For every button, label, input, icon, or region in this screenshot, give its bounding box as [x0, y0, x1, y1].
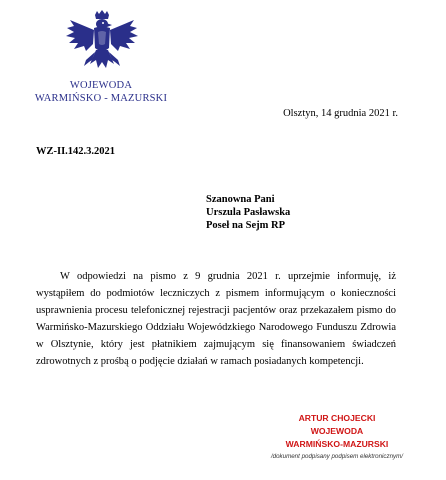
addressee-salutation: Szanowna Pani [206, 194, 275, 205]
office-name-line2: WARMIŃSKO - MAZURSKI [34, 92, 168, 104]
place-and-date: Olsztyn, 14 grudnia 2021 r. [283, 108, 398, 119]
addressee-block [206, 193, 290, 233]
signatory-name: ARTUR CHOJECKI [298, 413, 376, 423]
letter-body [36, 268, 396, 370]
addressee-title: Poseł na Sejm RP [206, 220, 286, 232]
signatory-region: WARMIŃSKO-MAZURSKI [285, 439, 389, 449]
letter-paragraph: W odpowiedzi na pismo z 9 grudnia 2021 r. uprzejmie informuję, iż wystąpiłem do podmiotów leczniczych z pismem informującym o konieczności usprawnienia procesu telefonicznej rejestracji pacjentów oraz przekazałem pismo do Warmińsko-Mazurskiego Oddziału Wojewódzkiego Narodowego Funduszu Zdrowia w Olsztynie, który jest płatnikiem zajmującym się finansowaniem świadczeń zdrowotnych z prośbą o podjęcie działań w ramach posiadanych kompetencji. [36, 271, 396, 367]
reference-number: WZ-II.142.3.2021 [36, 146, 116, 157]
office-name-line1: WOJEWODA [69, 80, 133, 91]
office-name [18, 80, 184, 105]
signatory-title: WOJEWODA [310, 426, 364, 436]
addressee-name: Urszula Pasławska [206, 207, 291, 219]
e-signature-note: /dokument podpisany podpisem elektronicznym/ [270, 453, 404, 460]
polish-eagle-icon [62, 10, 142, 78]
signature-block [262, 412, 412, 462]
